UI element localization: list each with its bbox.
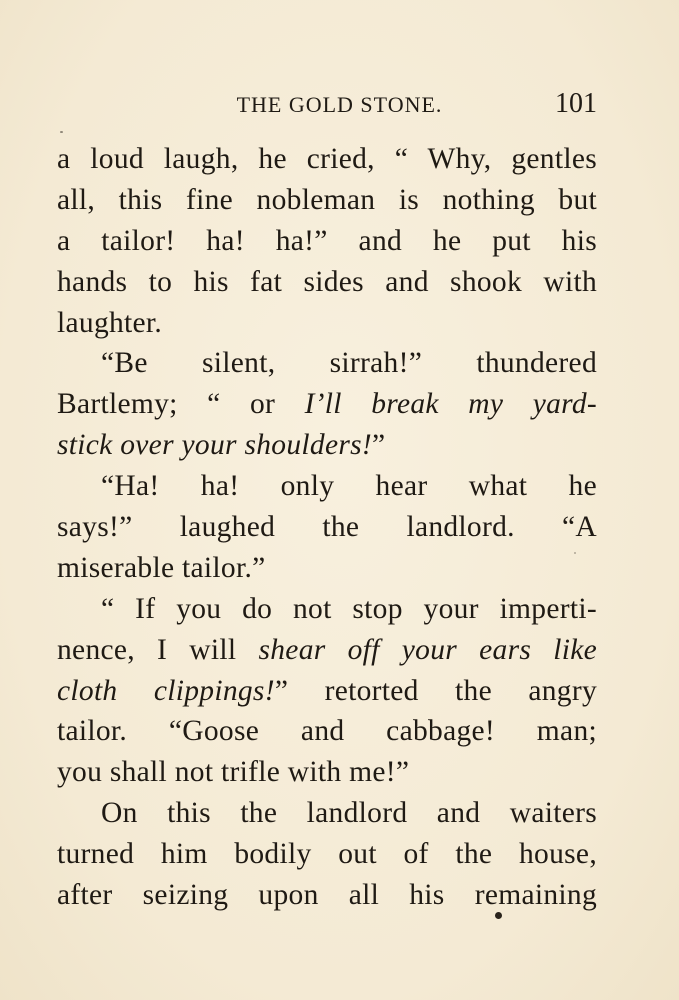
page-number: 101: [555, 88, 597, 119]
text-line: after seizing upon all his remaining: [57, 879, 597, 912]
ink-speck: [60, 131, 63, 133]
text-line: turned him bodily out of the house,: [57, 838, 597, 871]
running-head: [0, 88, 679, 128]
text-line: On this the landlord and waiters: [101, 797, 597, 830]
text-line: all, this fine nobleman is nothing but: [57, 183, 597, 216]
text-line: you shall not trifle with me!”: [57, 756, 410, 789]
text-line: says!” laughed the landlord. “A: [57, 511, 597, 544]
body-text: [57, 139, 597, 916]
ink-speck: [495, 912, 502, 919]
text-line: a loud laugh, he cried, “ Why, gentles: [57, 143, 597, 175]
text-line: “Ha! ha! only hear what he: [101, 470, 597, 503]
text-line: tailor. “Goose and cabbage! man;: [57, 715, 597, 748]
text-line: “Be silent, sirrah!” thundered: [101, 347, 597, 380]
running-head-title: THE GOLD STONE.: [236, 92, 443, 117]
text-line: hands to his fat sides and shook with: [57, 265, 597, 298]
text-line: miserable tailor.”: [57, 551, 266, 584]
text-line: nence, I will shear off your ears like: [57, 633, 597, 666]
text-line: laughter.: [57, 306, 163, 339]
text-line: “ If you do not stop your imperti-: [101, 592, 597, 625]
text-line: a tailor! ha! ha!” and he put his: [57, 224, 597, 257]
ink-speck: [574, 552, 576, 554]
text-line: stick over your shoulders!”: [57, 429, 386, 462]
text-line: cloth clippings!” retorted the angry: [57, 674, 597, 707]
text-line: Bartlemy; “ or I’ll break my yard-: [57, 388, 597, 421]
